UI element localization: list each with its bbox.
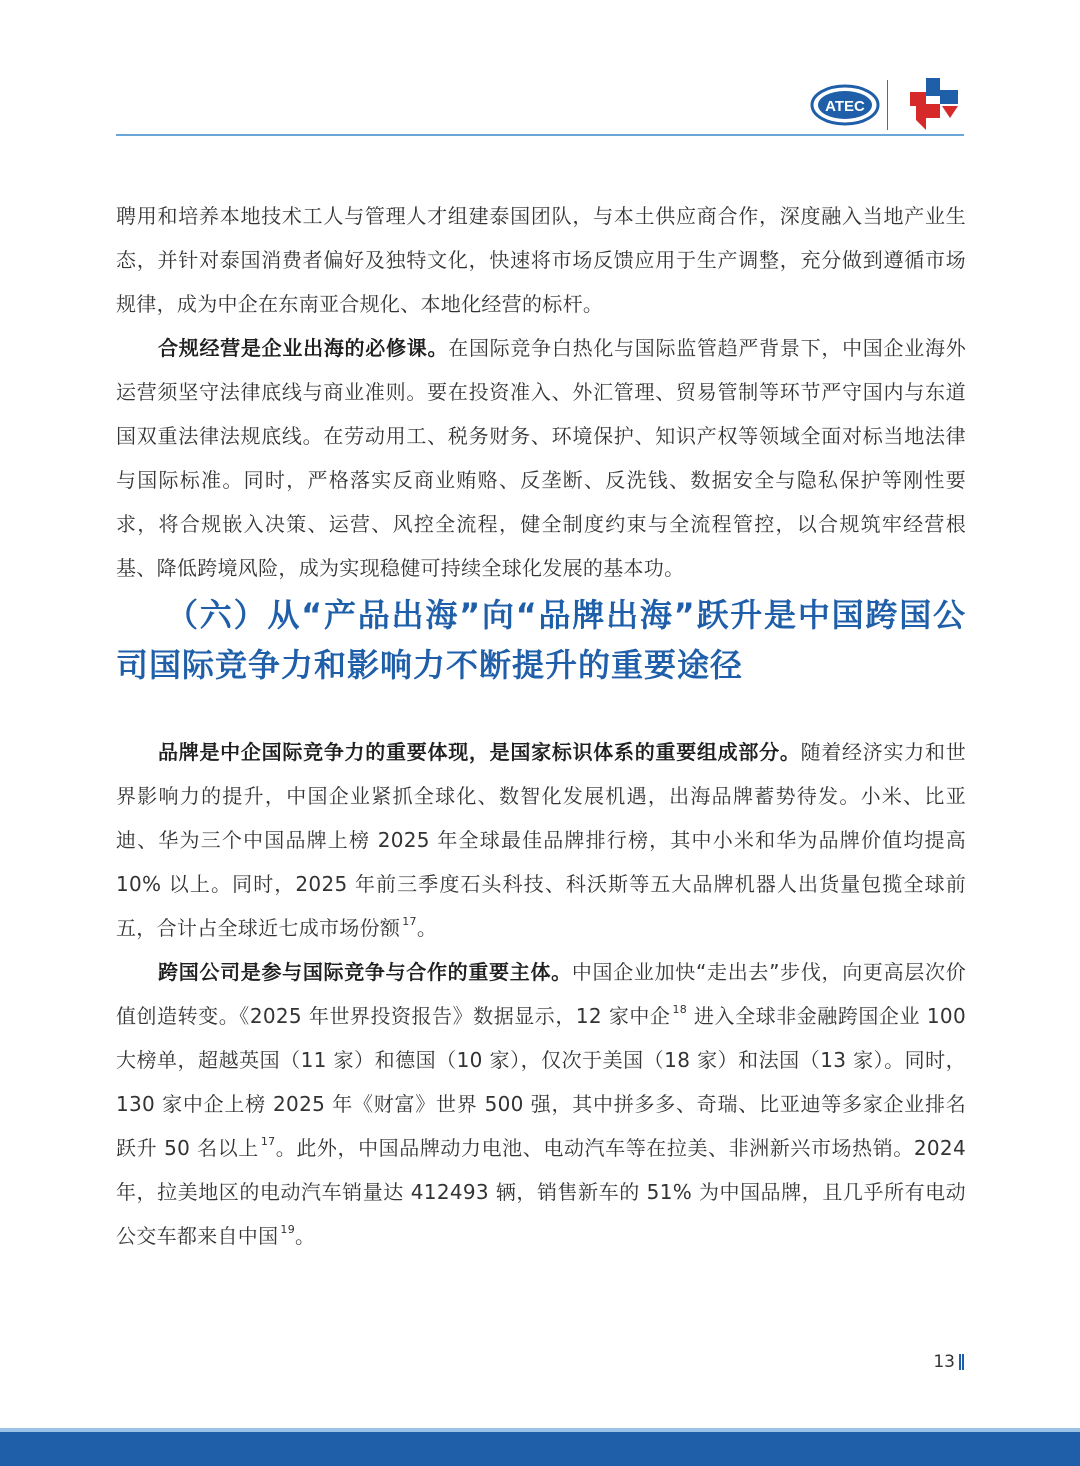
paragraph-text: 。此外，中国品牌动力电池、电动汽车等在拉美、非洲新兴市场热销。2024 年，拉美地区的电动汽车销量达 412493 辆，销售新车的 51% 为中国品牌，且几乎所有电动公交车都来自中国: [116, 1136, 966, 1248]
paragraph-end: 。: [295, 1224, 316, 1248]
page-header: [116, 66, 964, 136]
paragraph-continuation: 聘用和培养本地技术工人与管理人才组建泰国团队，与本土供应商合作，深度融入当地产业生态，并针对泰国消费者偏好及独特文化，快速将市场反馈应用于生产调整，充分做到遵循市场规律，成为中企在东南亚合规化、本地化经营的标杆。: [116, 204, 966, 316]
paragraph-text: 在国际竞争白热化与国际监管趋严背景下，中国企业海外运营须坚守法律底线与商业准则。要在投资准入、外汇管理、贸易管制等环节严守国内与东道国双重法律法规底线。在劳动用工、税务财务、环境保护、知识产权等领域全面对标当地法律与国际标准。同时，严格落实反商业贿赂、反垄断、反洗钱、数据安全与隐私保护等刚性要求，将合规嵌入决策、运营、风控全流程，健全制度约束与全流程管控，以合规筑牢经营根基、降低跨境风险，成为实现稳健可持续全球化发展的基本功。: [116, 336, 967, 580]
page-number: [933, 1352, 964, 1372]
atec-logo-text: ATEC: [825, 98, 865, 115]
paragraph-lead: 跨国公司是参与国际竞争与合作的重要主体。: [158, 960, 572, 984]
footnote-ref: 17: [402, 915, 417, 928]
paragraph-text: 中国企业加快“走出去”步伐，向更高层次价值创造转变。《2025 年世界投资报告》数据显示，12 家中企: [116, 960, 966, 1028]
paragraph-lead: 品牌是中企国际竞争力的重要体现，是国家标识体系的重要组成部分。: [158, 740, 801, 764]
header-rule: [116, 134, 964, 136]
main-content: [116, 194, 966, 1258]
page-marker-icon: [959, 1354, 964, 1370]
paragraph-lead: 合规经营是企业出海的必修课。: [158, 336, 449, 360]
paragraph-multinational: [116, 950, 966, 1258]
footer-band: [0, 1432, 1080, 1466]
atec-logo: [810, 84, 880, 126]
paragraph-text: 进入全球非金融跨国企业 100 大榜单，超越英国（11 家）和德国（10 家），仅次于美国（18 家）和法国（13 家）。同时，130 家中企上榜 2025 年《财富》世界 500 强，其中拼多多、奇瑞、比亚迪等多家企业排名跃升 50 名以上: [116, 1004, 966, 1160]
paragraph-brand: [116, 730, 966, 950]
footnote-ref: 19: [280, 1223, 296, 1236]
footnote-ref: 17: [260, 1135, 276, 1148]
section-title: （六）从“产品出海”向“品牌出海”跃升是中国跨国公司国际竞争力和影响力不断提升的重要途径: [116, 596, 966, 684]
paragraph-text: 随着经济实力和世界影响力的提升，中国企业紧抓全球化、数智化发展机遇，出海品牌蓄势待发。小米、比亚迪、华为三个中国品牌上榜 2025 年全球最佳品牌排行榜，其中小米和华为品牌价值均提高 10% 以上。同时，2025 年前三季度石头科技、科沃斯等五大品牌机器人出货量包揽全球前五，合计占全球近七成市场份额: [116, 740, 966, 940]
paragraph-compliance: [116, 326, 966, 590]
logo-divider: [887, 80, 889, 130]
emblem-logo: [904, 74, 964, 134]
page-number-text: 13: [933, 1352, 955, 1372]
footnote-ref: 18: [672, 1003, 688, 1016]
paragraph-end: 。: [416, 916, 438, 940]
